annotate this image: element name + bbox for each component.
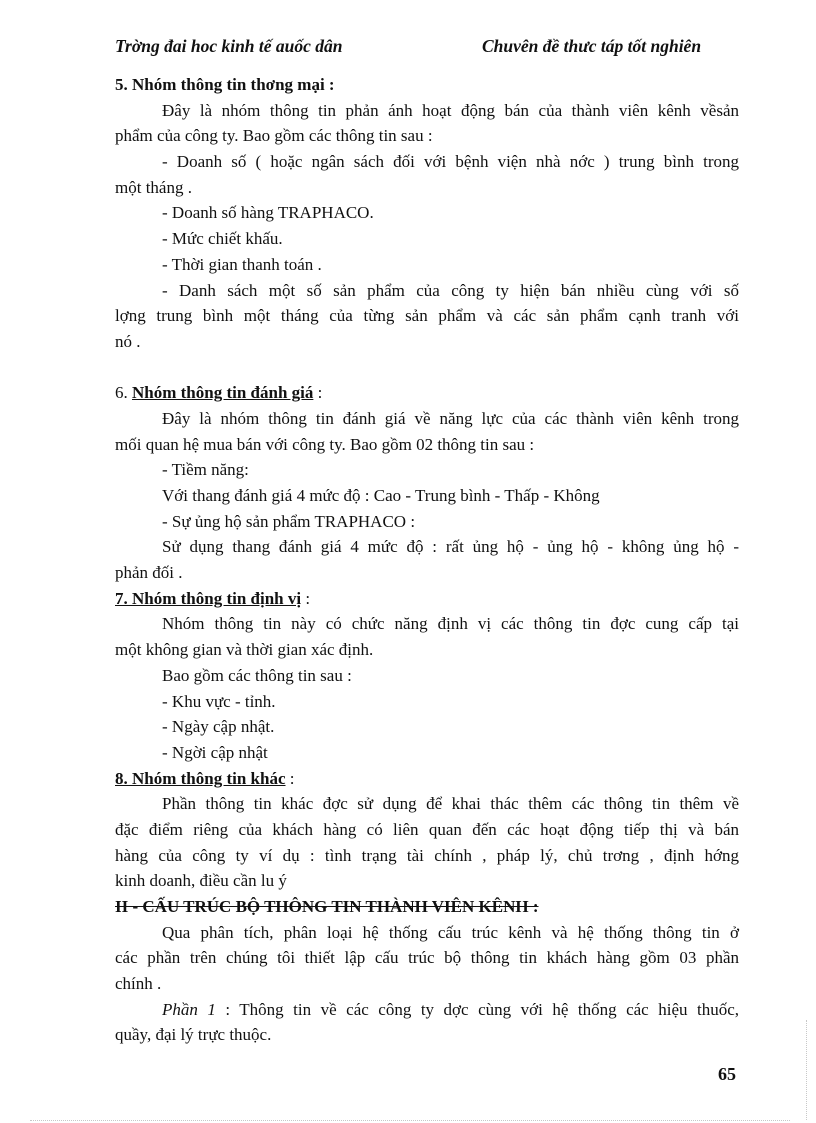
section-7-heading — [115, 586, 739, 612]
header-school: Trờng đai hoc kinh tế auốc dân — [115, 36, 343, 56]
section-6-para-line: mối quan hệ mua bán với công ty. Bao gồm 02 thông tin sau : — [115, 434, 535, 454]
section-8-para-line: đặc điểm riêng của khách hàng có liên quan đến các hoạt động tiếp thị và bán — [115, 819, 739, 839]
section-5-bullet: - Danh sách một số sản phẩm của công ty hiện bán nhiều cùng với số — [162, 280, 739, 300]
section-7-bullet: - Ngời cập nhật — [162, 742, 268, 762]
section-8-colon: : — [285, 768, 295, 788]
header-title: Chuvên đề thưc táp tốt nghiên — [482, 36, 702, 56]
section-5-para-line: phẩm của công ty. Bao gồm các thông tin sau : — [115, 126, 433, 146]
section-7-para-line: Nhóm thông tin này có chức năng định vị các thông tin đợc cung cấp tại — [162, 614, 739, 634]
section-7-bullet: - Ngày cập nhật. — [162, 717, 275, 737]
section-5-heading: 5. Nhóm thông tin thơng mại : — [115, 75, 335, 94]
side-dotted-rule — [806, 1020, 807, 1120]
section-5-para-line: Đây là nhóm thông tin phản ánh hoạt động bán của thành viên kênh vềsản — [162, 100, 739, 120]
section-5-bullet-cont: một tháng . — [115, 177, 192, 197]
section-6-scale-cont: phản đối . — [115, 563, 183, 583]
page-number: 65 — [718, 1064, 736, 1084]
section-6-bullet: - Tiềm năng: — [162, 460, 249, 480]
part-1-text: : Thông tin về các công ty dợc cùng với hệ thống các hiệu thuốc, — [215, 999, 739, 1019]
section-ii-para-line: chính . — [115, 974, 162, 994]
section-7-para-line: một không gian và thời gian xác định. — [115, 640, 374, 660]
section-6-number: 6. — [115, 383, 132, 403]
section-5-bullet: - Doanh số ( hoặc ngân sách đối với bệnh viện nhà nớc ) trung bình trong — [162, 152, 739, 172]
section-8-para-line: Phần thông tin khác đợc sử dụng để khai thác thêm các thông tin thêm về — [162, 794, 739, 814]
footer-dotted-rule — [30, 1120, 790, 1121]
section-6-title: Nhóm thông tin đánh giá — [132, 383, 314, 403]
section-6-scale: Sử dụng thang đánh giá 4 mức độ : rất ủng hộ - ủng hộ - không ủng hộ - — [162, 537, 739, 557]
section-7-colon: : — [301, 588, 311, 608]
section-7-title: 7. Nhóm thông tin định vị — [115, 588, 302, 608]
section-ii-para-line: các phần trên chúng tôi thiết lập cấu trúc bộ thông tin khách hàng gồm 03 phần — [115, 948, 739, 968]
section-ii-heading: II - CẤU TRÚC BỘ THÔNG TIN THÀNH VIÊN KÊNH : — [115, 897, 539, 916]
section-ii-part-1 — [115, 997, 739, 1023]
section-8-para-line: kinh doanh, điều cần lu ý — [115, 871, 287, 891]
section-5-bullet: - Doanh số hàng TRAPHACO. — [162, 203, 374, 223]
section-5-bullet: - Thời gian thanh toán . — [162, 254, 322, 274]
spacer — [115, 355, 739, 381]
section-ii-para-line: Qua phân tích, phân loại hệ thống cấu trúc kênh và hệ thống thông tin ở — [162, 922, 739, 942]
section-6-heading — [115, 380, 739, 406]
section-ii-part-1-cont: quầy, đại lý trực thuộc. — [115, 1025, 272, 1045]
section-6-colon: : — [313, 383, 323, 403]
section-8-title: 8. Nhóm thông tin khác — [115, 768, 286, 788]
section-6-scale: Với thang đánh giá 4 mức độ : Cao - Trung bình - Thấp - Không — [162, 486, 600, 505]
part-1-label: Phần 1 — [162, 999, 216, 1019]
section-6-para-line: Đây là nhóm thông tin đánh giá về năng lực của các thành viên kênh trong — [162, 408, 739, 428]
section-7-para-line: Bao gồm các thông tin sau : — [162, 665, 352, 685]
section-7-bullet: - Khu vực - tỉnh. — [162, 691, 276, 711]
section-8-heading — [115, 766, 739, 792]
section-5-bullet-cont: lợng trung bình một tháng của từng sản phẩm và các sản phẩm cạnh tranh với — [115, 306, 739, 326]
section-8-para-line: hàng của công ty ví dụ : tình trạng tài chính , pháp lý, chủ trơng , định hớng — [115, 845, 739, 865]
document-body — [115, 72, 739, 1048]
section-6-bullet: - Sự ủng hộ sản phẩm TRAPHACO : — [162, 511, 416, 531]
section-5-bullet: - Mức chiết khấu. — [162, 229, 283, 249]
section-5-bullet-cont: nó . — [115, 331, 141, 351]
